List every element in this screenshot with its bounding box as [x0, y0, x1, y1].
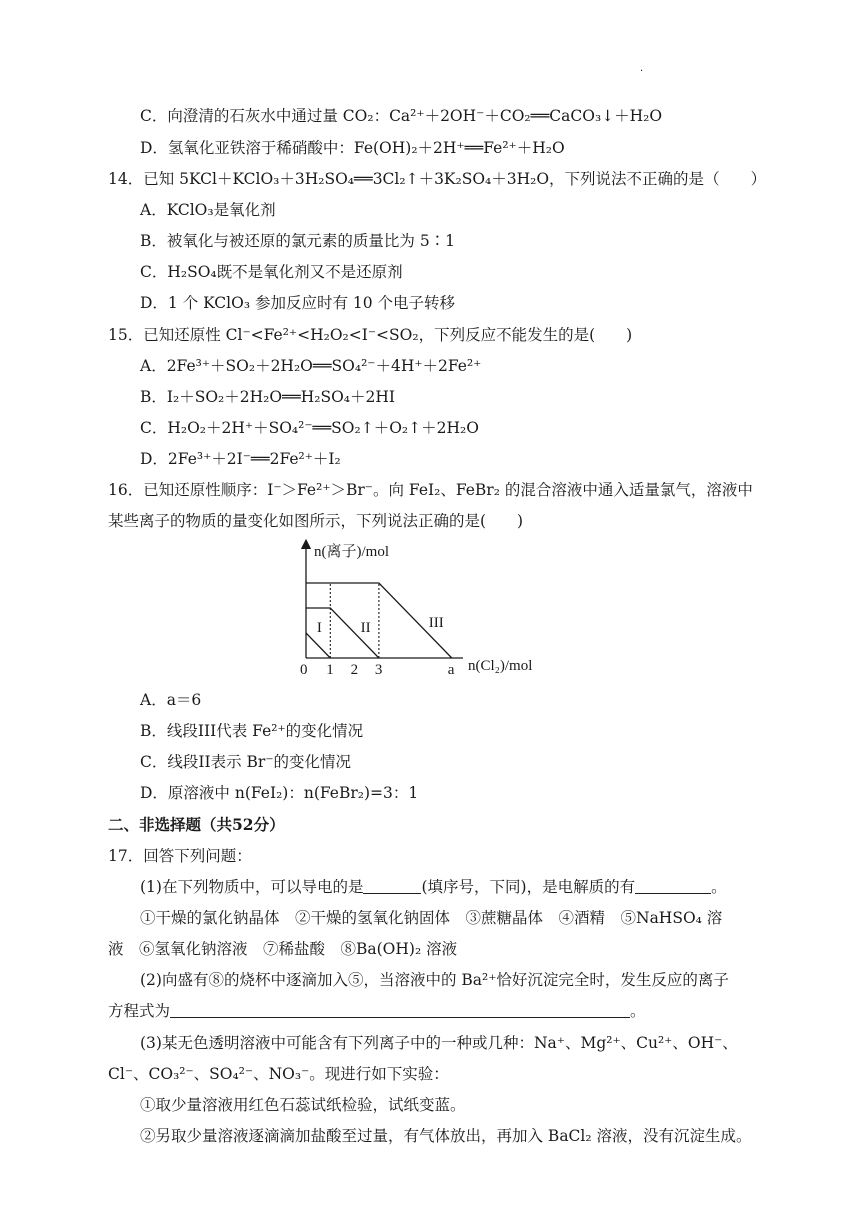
- q15-option-b: B．I₂＋SO₂＋2H₂O══H₂SO₄＋2HI: [140, 388, 396, 406]
- q15-option-c: C．H₂O₂＋2H⁺＋SO₄²⁻══SO₂↑＋O₂↑＋2H₂O: [140, 419, 479, 437]
- q16-stem-line1: 16．已知还原性顺序：I⁻＞Fe²⁺＞Br⁻。向 FeI₂、FeBr₂ 的混合溶液中通入适量氯气，溶液中: [108, 481, 753, 499]
- x-tick-label-a: a: [447, 662, 455, 678]
- x-tick-label-3: 3: [374, 662, 383, 678]
- y-axis-label: n(离子)/mol: [314, 544, 389, 560]
- q17-part2-end: 。: [630, 1002, 646, 1020]
- q15-option-a: A．2Fe³⁺＋SO₂＋2H₂O══SO₄²⁻＋4H⁺＋2Fe²⁺: [140, 357, 482, 375]
- q16-option-d: D．原溶液中 n(FeI₂)：n(FeBr₂)=3：1: [140, 784, 419, 802]
- q16-stem-line2: 某些离子的物质的量变化如图所示，下列说法正确的是( ): [108, 512, 524, 530]
- q17-part1: [140, 877, 727, 897]
- q17-part2-line2: [108, 1001, 646, 1021]
- q17-part1-text-c: 。: [711, 878, 727, 896]
- header-mark: ·: [640, 66, 644, 77]
- q17-substances-line2: 液 ⑥氢氧化钠溶液 ⑦稀盐酸 ⑧Ba(OH)₂ 溶液: [108, 940, 458, 958]
- answer-blank-ionic-equation[interactable]: [170, 1001, 630, 1018]
- q13-option-d: D．氢氧化亚铁溶于稀硝酸中：Fe(OH)₂＋2H⁺══Fe²⁺＋H₂O: [140, 139, 565, 157]
- q14-option-b: B．被氧化与被还原的氯元素的质量比为 5∶1: [140, 232, 456, 250]
- q17-substances-line1: ①干燥的氯化钠晶体 ②干燥的氢氧化钠固体 ③蔗糖晶体 ④酒精 ⑤NaHSO₄ 溶: [140, 909, 723, 927]
- series-label-III: III: [428, 614, 444, 631]
- q17-part1-text-a: (1)在下列物质中，可以导电的是: [140, 878, 364, 896]
- section-heading: 二、非选择题（共52分）: [108, 815, 285, 834]
- q16-option-c: C．线段II表示 Br⁻的变化情况: [140, 753, 352, 771]
- q14-option-d: D．1 个 KClO₃ 参加反应时有 10 个电子转移: [140, 294, 456, 312]
- answer-blank-electrolyte[interactable]: [635, 877, 711, 894]
- q13-option-c: C．向澄清的石灰水中通过量 CO₂：Ca²⁺＋2OH⁻＋CO₂══CaCO₃↓＋H₂O: [140, 107, 663, 125]
- x-tick-label-2: 2: [350, 662, 359, 678]
- q16-option-a: A．a＝6: [140, 691, 202, 709]
- q17-part2-line1: (2)向盛有⑧的烧杯中逐滴加入⑤，当溶液中的 Ba²⁺恰好沉淀完全时，发生反应的离子: [140, 971, 729, 989]
- q17-part3-line2: Cl⁻、CO₃²⁻、SO₄²⁻、NO₃⁻。现进行如下实验：: [108, 1065, 449, 1083]
- q17-experiment-step1: ①取少量溶液用红色石蕊试纸检验，试纸变蓝。: [140, 1096, 466, 1114]
- q14-option-a: A．KClO₃是氧化剂: [140, 201, 276, 219]
- q14-option-c: C．H₂SO₄既不是氧化剂又不是还原剂: [140, 263, 403, 281]
- ion-amount-graph: [288, 536, 558, 686]
- series-label-I: I: [316, 619, 322, 636]
- q17-stem: 17．回答下列问题：: [108, 847, 252, 865]
- q15-option-d: D．2Fe³⁺＋2I⁻══2Fe²⁺＋I₂: [140, 450, 341, 468]
- q17-experiment-step2: ②另取少量溶液逐滴滴加盐酸至过量，有气体放出，再加入 BaCl₂ 溶液，没有沉淀生成。: [140, 1127, 752, 1145]
- q17-part1-text-b: (填序号，下同)，是电解质的有: [421, 878, 636, 896]
- series-line-I: [306, 633, 330, 658]
- q17-part2-text: 方程式为: [108, 1002, 171, 1020]
- q16-option-b: B．线段III代表 Fe²⁺的变化情况: [140, 722, 364, 740]
- x-axis-label: n(Cl₂)/mol: [468, 658, 533, 674]
- q15-stem: 15．已知还原性 Cl⁻<Fe²⁺<H₂O₂<I⁻<SO₂，下列反应不能发生的是( ): [108, 326, 633, 344]
- series-label-II: II: [360, 619, 371, 636]
- q14-stem: 14．已知 5KCl＋KClO₃＋3H₂SO₄══3Cl₂↑＋3K₂SO₄＋3H₂O，下列说法不正确的是（ ）: [108, 170, 767, 188]
- q17-part3-line1: (3)某无色透明溶液中可能含有下列离子中的一种或几种：Na⁺、Mg²⁺、Cu²⁺、OH⁻、: [140, 1034, 738, 1052]
- x-tick-label-0: 0: [300, 662, 308, 678]
- answer-blank-conductive[interactable]: [363, 877, 421, 894]
- x-tick-label-1: 1: [326, 662, 334, 678]
